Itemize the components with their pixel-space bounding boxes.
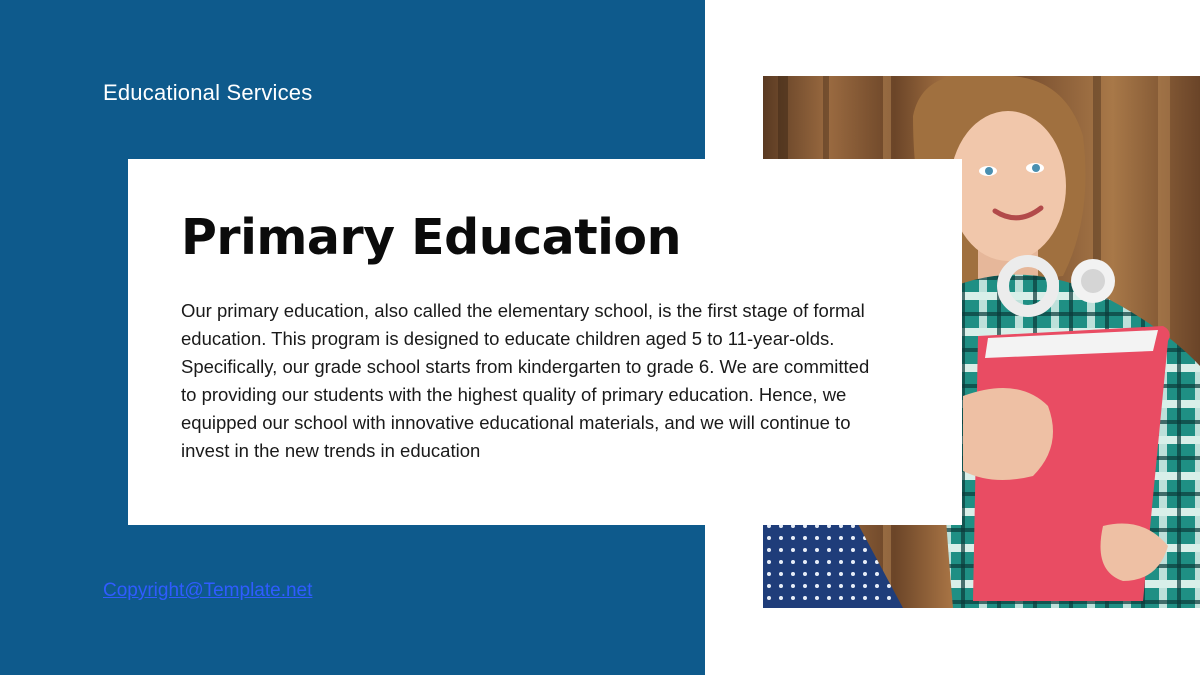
card-body-text: Our primary education, also called the elementary school, is the first stage of formal education. This program is designed to educate children aged 5 to 11-year-olds. Specifically, our grade school starts from kindergarten to grade 6. We are committed to providing our students with the highest quality of primary education. Hence, we equipped our school with innovative educational materials, and we will continue to invest in the new trends in education xyxy=(181,300,870,461)
section-eyebrow: Educational Services xyxy=(103,80,313,105)
card-title: Primary Education xyxy=(181,209,681,266)
content-card xyxy=(128,159,962,525)
copyright-link[interactable]: Copyright@Template.net xyxy=(103,580,313,601)
